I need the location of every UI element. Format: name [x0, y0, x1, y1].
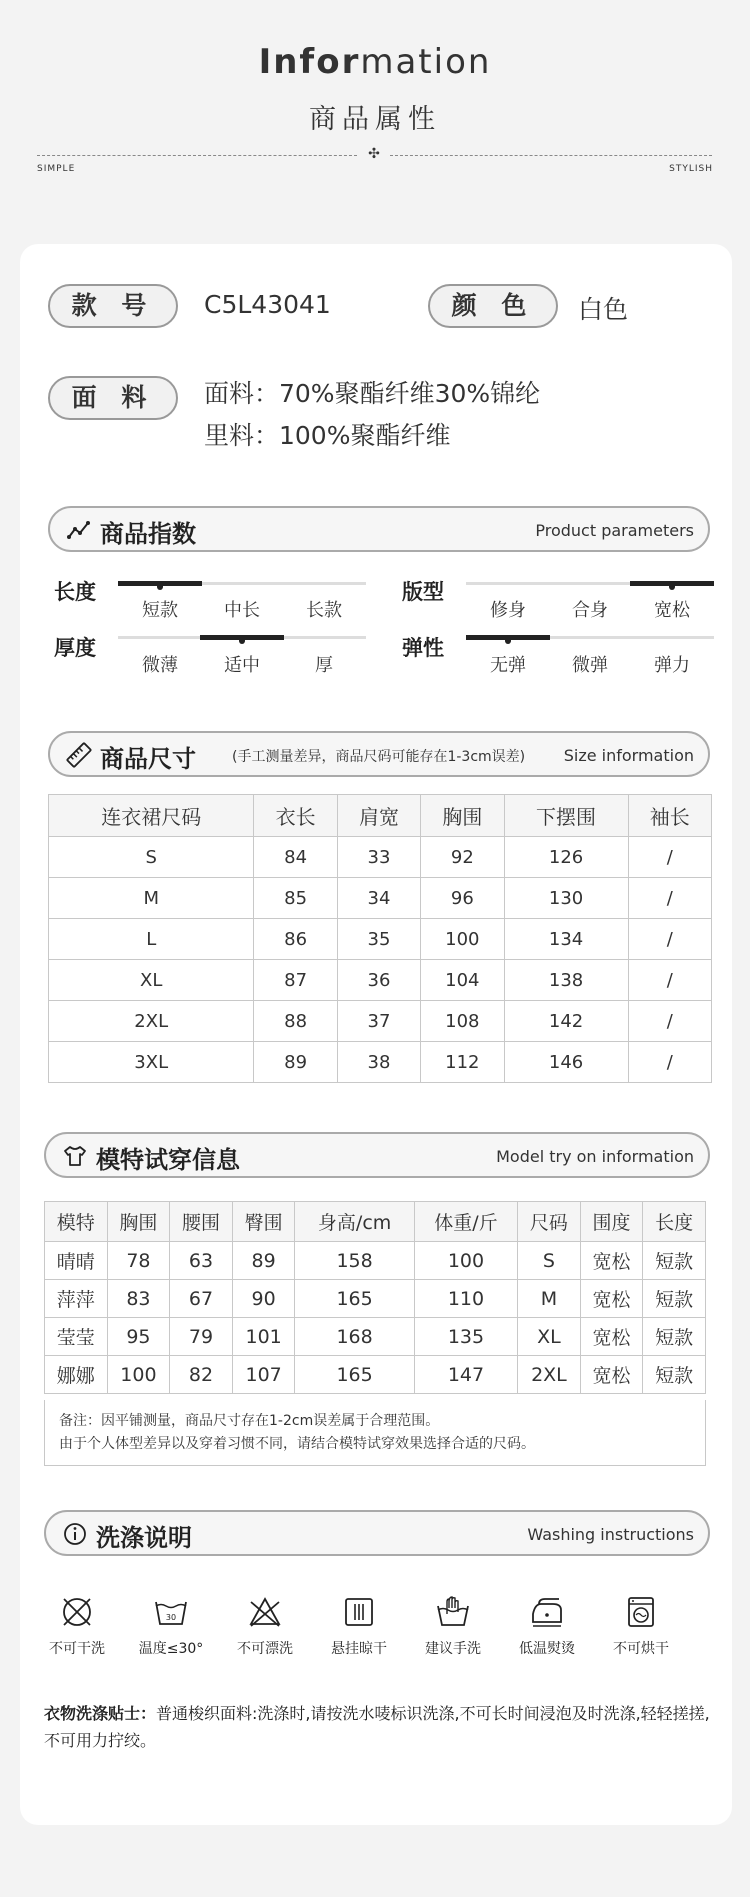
model-info-header	[44, 1132, 710, 1178]
size-table-cell: 84	[254, 837, 337, 878]
size-table-cell: 134	[504, 919, 628, 960]
model-table-cell: M	[518, 1280, 581, 1318]
size-table-cell: L	[49, 919, 254, 960]
wash-label: 不可烘干	[613, 1641, 669, 1657]
size-table-cell: 126	[504, 837, 628, 878]
shirt-icon	[62, 1143, 88, 1169]
header-subtitle: 商品属性	[309, 104, 441, 135]
size-header-cell: 袖长	[628, 795, 711, 837]
wash-label: 低温熨烫	[519, 1641, 575, 1657]
size-table-cell: 108	[421, 1001, 504, 1042]
model-table-cell: 101	[232, 1318, 295, 1356]
size-table-row	[49, 878, 712, 919]
model-table-cell: 135	[414, 1318, 517, 1356]
wash-item-no-dry-clean	[32, 1594, 122, 1658]
model-table-cell: 短款	[643, 1356, 706, 1394]
size-table-cell: 3XL	[49, 1042, 254, 1083]
model-table	[44, 1201, 706, 1394]
section-title: 洗涤说明	[96, 1524, 192, 1552]
crosshair-icon: ✣	[368, 146, 380, 162]
model-table-cell: 165	[295, 1280, 414, 1318]
model-header-cell: 腰围	[170, 1202, 233, 1242]
model-table-cell: 107	[232, 1356, 295, 1394]
washing-header	[44, 1510, 710, 1556]
model-header-cell: 模特	[45, 1202, 108, 1242]
size-table-cell: 33	[337, 837, 420, 878]
size-table-cell: 38	[337, 1042, 420, 1083]
wash-label: 悬挂晾干	[331, 1641, 387, 1657]
color-label: 颜 色	[428, 284, 558, 328]
size-table-cell: /	[628, 837, 711, 878]
size-table-cell: 36	[337, 960, 420, 1001]
header-divider-left	[37, 155, 357, 156]
size-table	[48, 794, 712, 1083]
elasticity-option-stretch: 弹力	[654, 655, 690, 676]
model-header-cell: 身高/cm	[295, 1202, 414, 1242]
model-header-cell: 长度	[643, 1202, 706, 1242]
model-table-cell: 宽松	[580, 1242, 643, 1280]
washing-tips	[44, 1700, 716, 1754]
elasticity-track	[466, 636, 714, 639]
thickness-track	[118, 636, 366, 639]
model-table-cell: 82	[170, 1356, 233, 1394]
model-table-row	[45, 1356, 706, 1394]
info-card	[20, 244, 732, 1825]
info-icon	[62, 1521, 88, 1547]
size-table-cell: 35	[337, 919, 420, 960]
size-table-row	[49, 919, 712, 960]
model-header-cell: 体重/斤	[414, 1202, 517, 1242]
model-table-cell: 168	[295, 1318, 414, 1356]
elasticity-option-slight: 微弹	[572, 655, 608, 676]
size-table-body	[49, 837, 712, 1083]
size-table-cell: 130	[504, 878, 628, 919]
thickness-marker	[239, 639, 245, 644]
model-table-cell: 78	[107, 1242, 170, 1280]
model-table-cell: 短款	[643, 1280, 706, 1318]
length-option-long: 长款	[306, 600, 342, 621]
header-left-caption: SIMPLE	[37, 164, 76, 174]
size-table-row	[49, 1042, 712, 1083]
wash-label: 不可干洗	[49, 1641, 105, 1657]
size-table-cell: /	[628, 919, 711, 960]
ruler-icon	[66, 742, 92, 768]
model-table-cell: 晴晴	[45, 1242, 108, 1280]
model-table-cell: 83	[107, 1280, 170, 1318]
section-title: 模特试穿信息	[96, 1146, 240, 1174]
section-title-en: Size information	[563, 746, 694, 765]
model-table-cell: 100	[107, 1356, 170, 1394]
model-table-cell: 90	[232, 1280, 295, 1318]
length-option-short: 短款	[142, 600, 178, 621]
size-table-cell: 104	[421, 960, 504, 1001]
wash-label: 建议手洗	[425, 1641, 481, 1657]
size-table-cell: 100	[421, 919, 504, 960]
washing-tips-lead: 衣物洗涤贴士：	[44, 1704, 157, 1723]
model-header-cell: 胸围	[107, 1202, 170, 1242]
size-table-cell: /	[628, 1001, 711, 1042]
wash-30-icon	[153, 1594, 189, 1630]
size-table-cell: 86	[254, 919, 337, 960]
model-table-cell: 2XL	[518, 1356, 581, 1394]
model-table-cell: 67	[170, 1280, 233, 1318]
model-table-cell: 95	[107, 1318, 170, 1356]
model-table-cell: 宽松	[580, 1318, 643, 1356]
header-divider-right	[390, 155, 712, 156]
wash-item-no-bleach	[220, 1594, 310, 1658]
size-table-cell: 146	[504, 1042, 628, 1083]
model-table-cell: 158	[295, 1242, 414, 1280]
fabric-lining: 里料：100%聚酯纤维	[204, 421, 451, 450]
size-table-cell: 112	[421, 1042, 504, 1083]
wash-label: 不可漂洗	[237, 1641, 293, 1657]
fabric-label: 面 料	[48, 376, 178, 420]
length-label: 长度	[54, 580, 96, 604]
model-table-body	[45, 1242, 706, 1394]
no-bleach-icon	[247, 1594, 283, 1630]
wash-item-no-tumble-dry	[596, 1594, 686, 1658]
fit-track	[466, 582, 714, 585]
trend-icon	[66, 517, 92, 543]
size-table-cell: 138	[504, 960, 628, 1001]
elasticity-marker	[505, 639, 511, 644]
size-table-header	[49, 795, 712, 837]
length-track	[118, 582, 366, 585]
style-number-value: C5L43041	[204, 290, 331, 319]
size-table-cell: 89	[254, 1042, 337, 1083]
fit-marker	[669, 585, 675, 590]
thickness-option-medium: 适中	[224, 655, 260, 676]
size-table-cell: 85	[254, 878, 337, 919]
hand-wash-icon	[435, 1594, 471, 1630]
section-title: 商品尺寸	[100, 745, 196, 773]
section-title-en: Washing instructions	[527, 1525, 694, 1544]
size-header-cell: 胸围	[421, 795, 504, 837]
model-note-line-2: 由于个人体型差异以及穿着习惯不同，请结合模特试穿效果选择合适的尺码。	[59, 1436, 535, 1452]
size-header-cell: 下摆围	[504, 795, 628, 837]
thickness-option-thick: 厚	[315, 655, 333, 676]
size-header-cell: 衣长	[254, 795, 337, 837]
section-title-en: Model try on information	[496, 1147, 694, 1166]
model-table-cell: 娜娜	[45, 1356, 108, 1394]
fit-label: 版型	[402, 580, 444, 604]
fit-option-slim: 修身	[490, 600, 526, 621]
elasticity-label: 弹性	[402, 636, 444, 660]
washing-tips-body: 普通梭织面料:洗涤时,请按洗水唛标识洗涤,不可长时间浸泡及时洗涤,轻轻搓搓,不可用力拧绞。	[44, 1704, 710, 1750]
wash-item-low-iron	[502, 1594, 592, 1658]
model-header-cell: 尺码	[518, 1202, 581, 1242]
model-table-header	[45, 1202, 706, 1242]
section-title-en: Product parameters	[535, 521, 694, 540]
model-table-cell: 宽松	[580, 1356, 643, 1394]
elasticity-option-none: 无弹	[490, 655, 526, 676]
model-header-cell: 围度	[580, 1202, 643, 1242]
model-table-cell: 110	[414, 1280, 517, 1318]
model-table-row	[45, 1318, 706, 1356]
size-table-cell: 87	[254, 960, 337, 1001]
size-table-cell: 96	[421, 878, 504, 919]
size-header-cell: 连衣裙尺码	[49, 795, 254, 837]
header-title-light: mation	[360, 42, 492, 82]
low-iron-icon	[529, 1594, 565, 1630]
model-table-cell: 63	[170, 1242, 233, 1280]
model-table-cell: 萍萍	[45, 1280, 108, 1318]
size-table-cell: 92	[421, 837, 504, 878]
thickness-label: 厚度	[54, 636, 96, 660]
fit-option-loose: 宽松	[654, 600, 690, 621]
no-tumble-dry-icon	[623, 1594, 659, 1630]
no-dry-clean-icon	[59, 1594, 95, 1630]
model-table-cell: 89	[232, 1242, 295, 1280]
size-info-header	[48, 731, 710, 777]
wash-item-hang-dry	[314, 1594, 404, 1658]
model-table-cell: 宽松	[580, 1280, 643, 1318]
fabric-outer: 面料：70%聚酯纤维30%锦纶	[204, 379, 541, 408]
size-table-cell: 142	[504, 1001, 628, 1042]
size-table-cell: 37	[337, 1001, 420, 1042]
wash-item-hand-wash	[408, 1594, 498, 1658]
size-table-cell: /	[628, 1042, 711, 1083]
header-title-bold: Infor	[258, 42, 361, 82]
size-note: (手工测量差异，商品尺码可能存在1-3cm误差)	[232, 749, 526, 765]
size-table-cell: 2XL	[49, 1001, 254, 1042]
model-table-row	[45, 1242, 706, 1280]
size-table-cell: 34	[337, 878, 420, 919]
model-note-line-1: 备注：因平铺测量，商品尺寸存在1-2cm误差属于合理范围。	[59, 1413, 440, 1429]
size-table-cell: S	[49, 837, 254, 878]
wash-temp-value: 30	[165, 1613, 177, 1622]
size-table-row	[49, 1001, 712, 1042]
size-table-cell: /	[628, 960, 711, 1001]
model-table-cell: 短款	[643, 1242, 706, 1280]
size-header-cell: 肩宽	[337, 795, 420, 837]
thickness-option-thin: 微薄	[142, 655, 178, 676]
model-table-row	[45, 1280, 706, 1318]
header-right-caption: STYLISH	[669, 164, 713, 174]
header-title	[0, 42, 750, 82]
wash-item-temperature	[126, 1594, 216, 1658]
size-table-cell: 88	[254, 1001, 337, 1042]
model-table-cell: S	[518, 1242, 581, 1280]
length-option-mid: 中长	[224, 600, 260, 621]
model-table-cell: 莹莹	[45, 1318, 108, 1356]
size-table-cell: /	[628, 878, 711, 919]
wash-label: 温度≤30°	[138, 1641, 204, 1657]
hang-dry-icon	[341, 1594, 377, 1630]
model-table-cell: 147	[414, 1356, 517, 1394]
product-parameters-header	[48, 506, 710, 552]
model-table-cell: 79	[170, 1318, 233, 1356]
size-table-cell: XL	[49, 960, 254, 1001]
section-title: 商品指数	[100, 520, 196, 548]
model-table-cell: 短款	[643, 1318, 706, 1356]
model-header-cell: 臀围	[232, 1202, 295, 1242]
color-value: 白色	[578, 295, 629, 324]
length-marker	[157, 585, 163, 590]
fit-option-regular: 合身	[572, 600, 608, 621]
model-table-cell: 100	[414, 1242, 517, 1280]
style-number-label: 款 号	[48, 284, 178, 328]
size-table-row	[49, 837, 712, 878]
size-table-row	[49, 960, 712, 1001]
model-note	[44, 1400, 706, 1466]
model-table-cell: 165	[295, 1356, 414, 1394]
model-table-cell: XL	[518, 1318, 581, 1356]
size-table-cell: M	[49, 878, 254, 919]
